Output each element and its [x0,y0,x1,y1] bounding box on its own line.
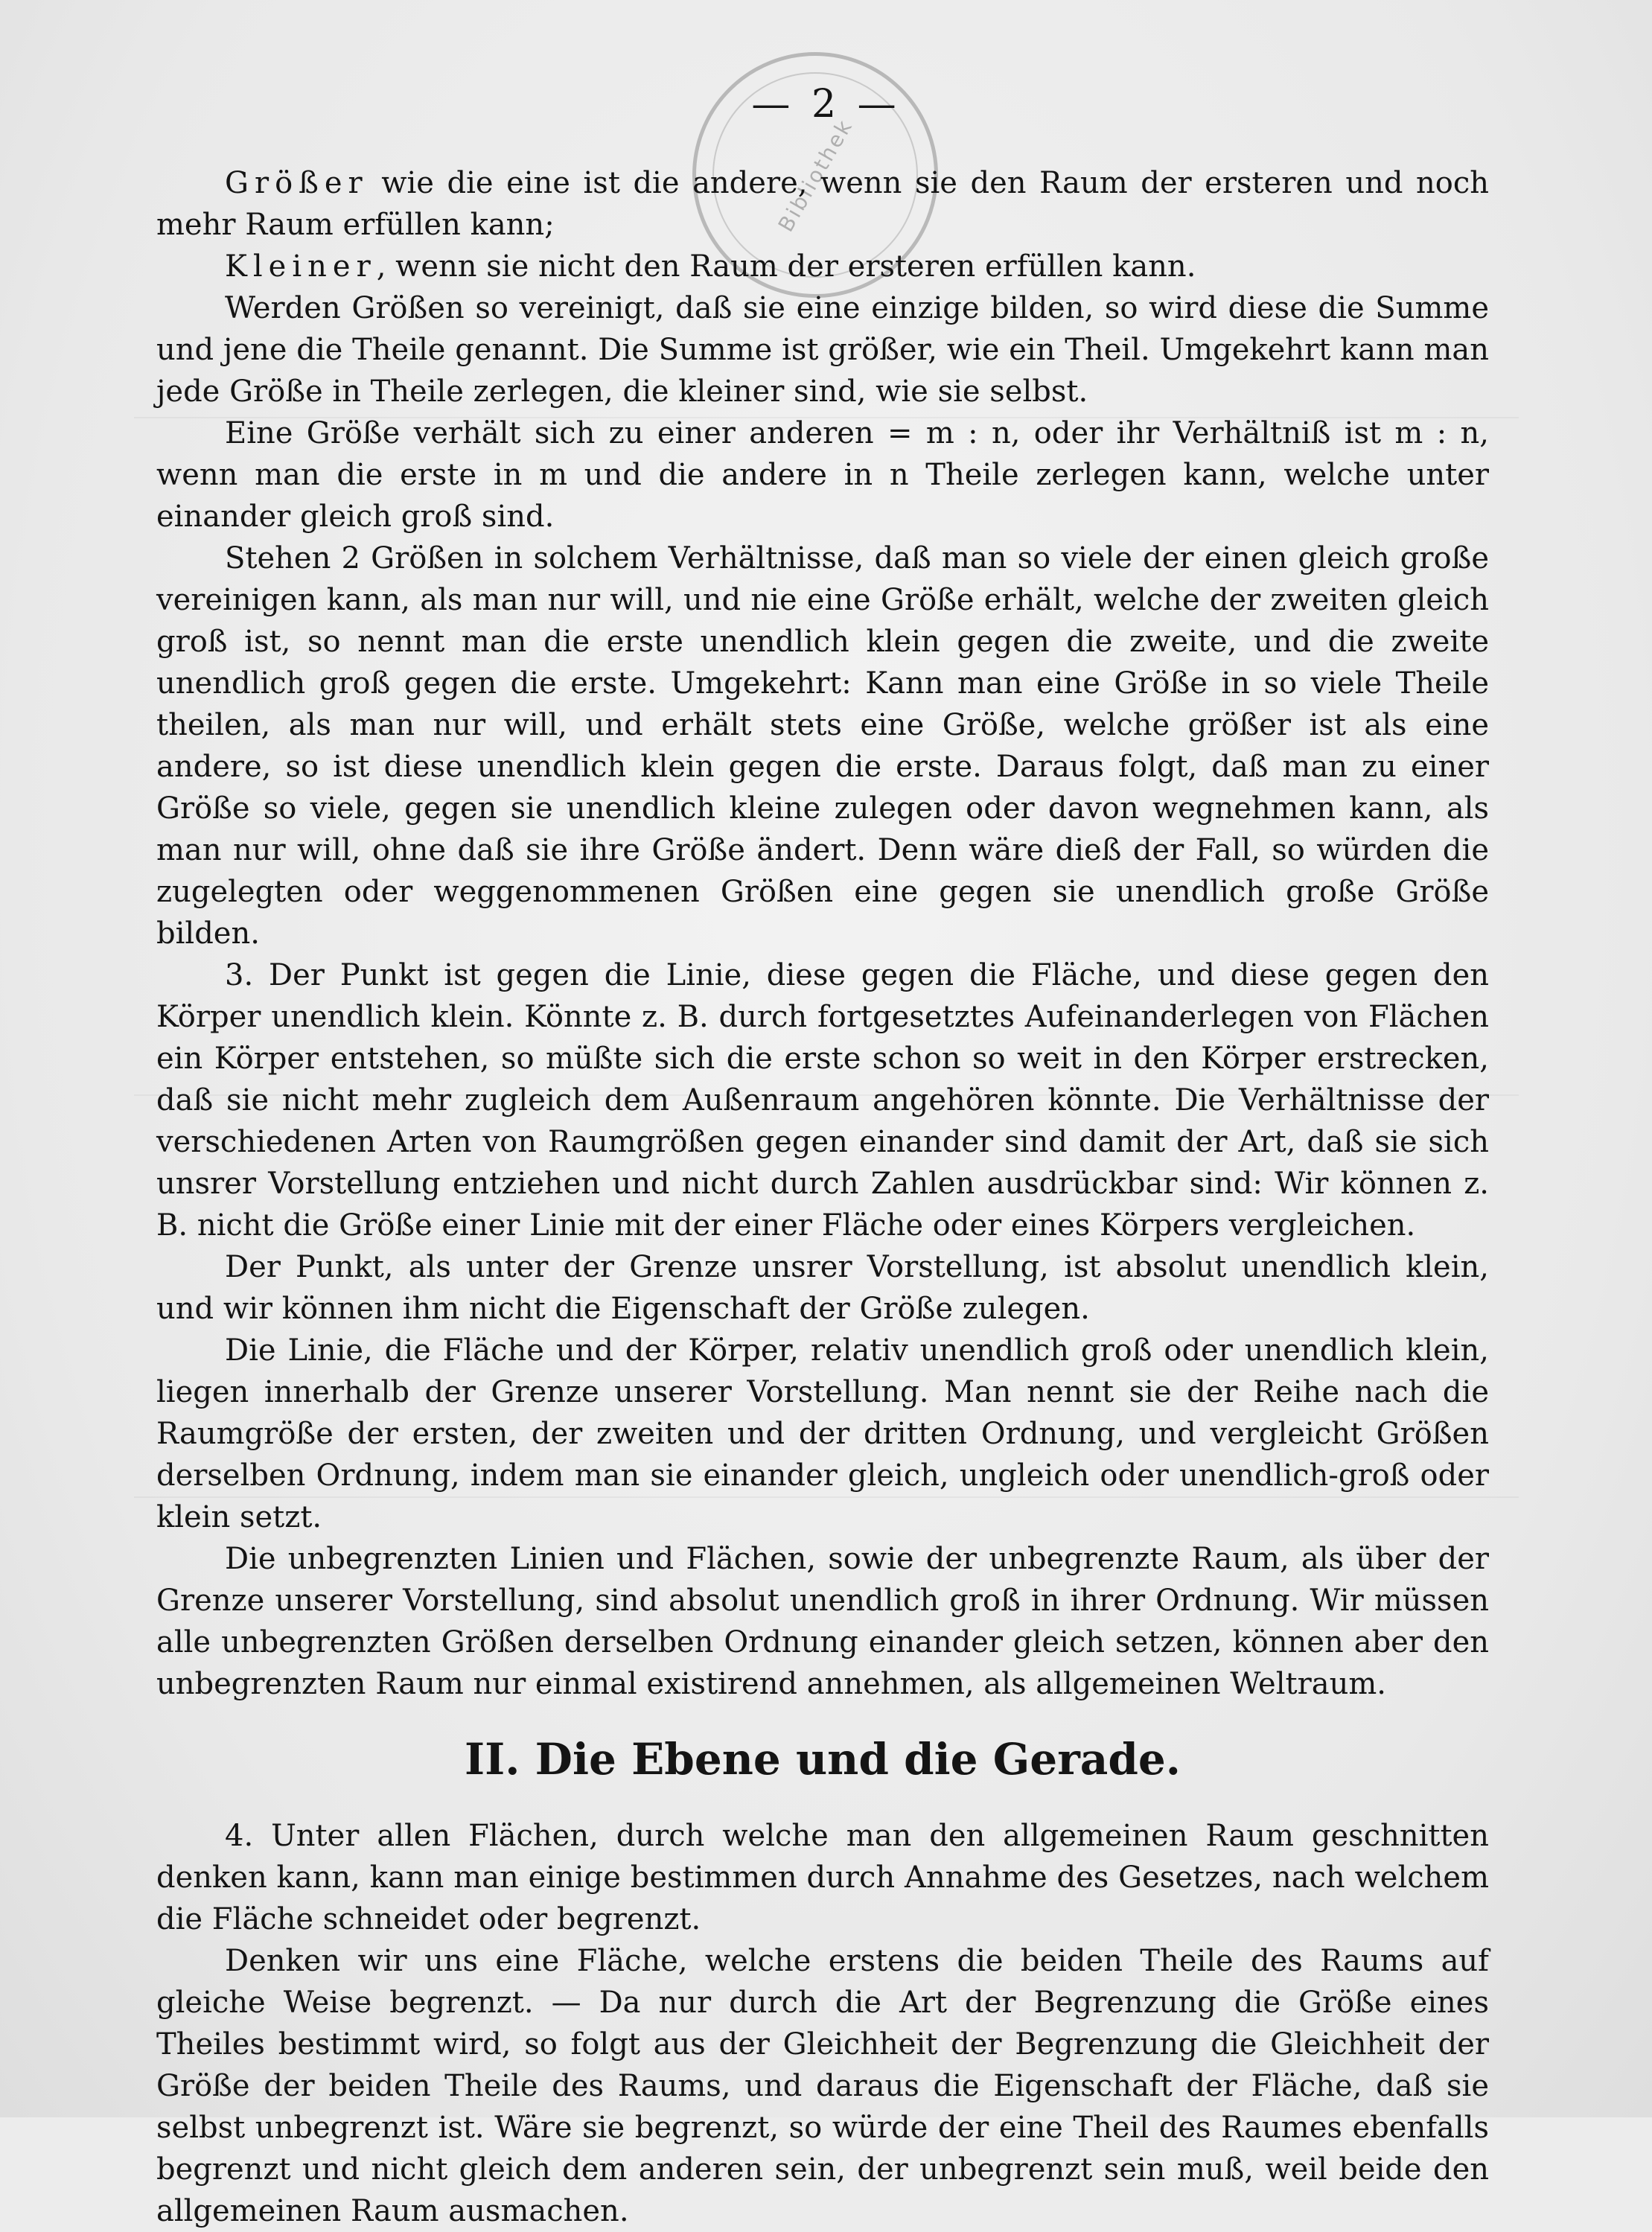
page-number: — 2 — [751,82,901,127]
spaced-term: Größer [225,166,369,200]
section-title: II. Die Ebene und die Gerade. [465,1734,1181,1785]
paragraph-unbounded: Die unbegrenzten Linien und Flächen, sowie der unbegrenzte Raum, als über der Grenze unserer Vorstellung, sind absolut unendlich groß in ihrer Ordnung. Wir müssen alle unbegrenzten Größen derselben Ordnung einander gleich setzen, können aber den unbegrenzten Raum nur einmal existirend annehmen, als allgemeinen Weltraum. [156,1542,1489,1701]
spaced-term: Kleiner [225,249,377,284]
library-stamp-text: Bibliothek [773,114,858,236]
paragraph-greater [156,162,1489,246]
paragraph-point: Der Punkt, als unter der Grenze unsrer Vorstellung, ist absolut unendlich klein, und wir können ihm nicht die Eigenschaft der Größe zulegen. [156,1250,1489,1326]
paragraph-smaller [156,246,1489,287]
paragraph-ratio: Eine Größe verhält sich zu einer anderen = m : n, oder ihr Verhältniß ist m : n, wenn man die erste in m und die andere in n Theile zerlegen kann, welche unter einander gleich groß sind. [156,416,1489,534]
main-text [156,162,1489,2232]
paragraph-point-line: 3. Der Punkt ist gegen die Linie, diese gegen die Fläche, und diese gegen den Körper unendlich klein. Könnte z. B. durch fortgesetztes Aufeinanderlegen von Flächen ein Körper entstehen, so müßte sich die erste schon so weit in den Körper erstrecken, daß sie nicht mehr zugleich dem Außenraum angehören könnte. Die Verhältnisse der verschiedenen Arten von Raumgrößen gegen einander sind damit der Art, daß sie sich unsrer Vorstellung entziehen und nicht durch Zahlen ausdrückbar sind: Wir können z. B. nicht die Größe einer Linie mit der einer Fläche oder eines Körpers vergleichen. [156,958,1489,1243]
section-paragraph-plane: Denken wir uns eine Fläche, welche erstens die beiden Theile des Raums auf gleiche Weise begrenzt. — Da nur durch die Art der Begrenzung die Größe eines Theiles bestimmt wird, so folgt aus der Gleichheit der Begrenzung die Gleichheit der Größe der beiden Theile des Raums, und daraus die Eigenschaft der Fläche, daß sie selbst unbegrenzt ist. Wäre sie begrenzt, so würde der eine Theil des Raumes ebenfalls begrenzt und nicht gleich dem anderen sein, der unbegrenzt sein muß, weil beide den allgemeinen Raum ausmachen. [156,1944,1489,2228]
paragraph-sum: Werden Größen so vereinigt, daß sie eine einzige bilden, so wird diese die Summe und jene die Theile genannt. Die Summe ist größer, wie ein Theil. Umgekehrt kann man jede Größe in Theile zerlegen, die kleiner sind, wie sie selbst. [156,291,1489,409]
paragraph-infinitesimal: Stehen 2 Größen in solchem Verhältnisse, daß man so viele der einen gleich große vereinigen kann, als man nur will, und nie eine Größe erhält, welche der zweiten gleich groß ist, so nennt man die erste unendlich klein gegen die zweite, und die zweite unendlich groß gegen die erste. Umgekehrt: Kann man eine Größe in so viele Theile theilen, als man nur will, und erhält stets eine Größe, welche größer ist als eine andere, so ist diese unendlich klein gegen die erste. Daraus folgt, daß man zu einer Größe so viele, gegen sie unendlich kleine zulegen oder davon wegnehmen kann, als man nur will, ohne daß sie ihre Größe ändert. Denn wäre dieß der Fall, so würden die zugelegten oder weggenommenen Größen eine gegen sie unendlich große Größe bilden. [156,541,1489,951]
paragraph-text: wie die eine ist die andere, wenn sie den Raum der ersteren und noch mehr Raum erfüllen kann; [156,166,1489,242]
paragraph-text: , wenn sie nicht den Raum der ersteren erfüllen kann. [376,249,1196,284]
paragraph-line-surface-body: Die Linie, die Fläche und der Körper, relativ unendlich groß oder unendlich klein, liegen innerhalb der Grenze unserer Vorstellung. Man nennt sie der Reihe nach die Raumgröße der ersten, der zweiten und der dritten Ordnung, und vergleicht Größen derselben Ordnung, indem man sie einander gleich, ungleich oder unendlich-groß oder klein setzt. [156,1333,1489,1534]
section-paragraph-surfaces: 4. Unter allen Flächen, durch welche man den allgemeinen Raum geschnitten denken kann, kann man einige bestimmen durch Annahme des Gesetzes, nach welchem die Fläche schneidet oder begrenzt. [156,1819,1489,1936]
